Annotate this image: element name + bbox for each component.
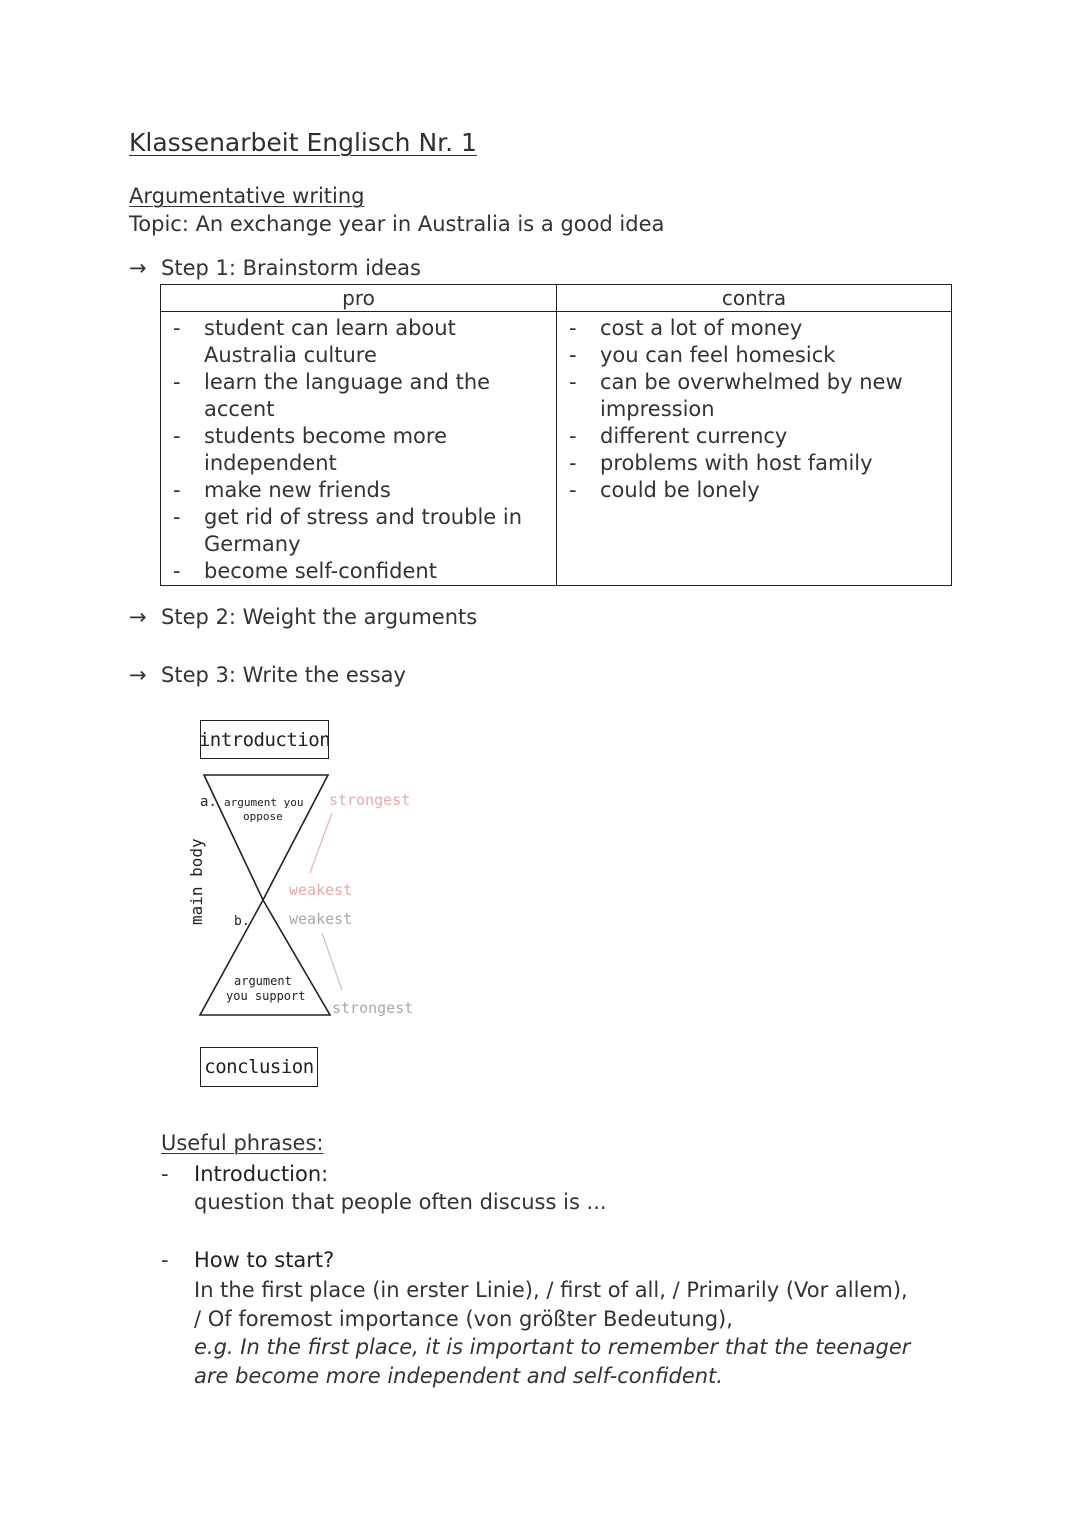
essay-hourglass-diagram bbox=[170, 765, 430, 1045]
contra-item: - you can feel homesick bbox=[557, 342, 951, 369]
step-2 bbox=[129, 605, 477, 629]
pro-item: - make new friends bbox=[161, 477, 556, 504]
step-1-label: Step 1: Brainstorm ideas bbox=[161, 256, 421, 280]
label-b: b. bbox=[234, 914, 250, 929]
contra-item: - different currency bbox=[557, 423, 951, 450]
pro-column bbox=[161, 312, 557, 586]
contra-item: - could be lonely bbox=[557, 477, 951, 504]
pro-item: - get rid of stress and trouble in Germany bbox=[161, 504, 556, 558]
pro-header: pro bbox=[161, 285, 557, 312]
conclusion-box: conclusion bbox=[200, 1047, 318, 1087]
contra-column bbox=[557, 312, 952, 586]
bullet-dash: - bbox=[161, 1162, 169, 1186]
pro-item: - become self-confident bbox=[161, 558, 556, 585]
contra-item: - cost a lot of money bbox=[557, 315, 951, 342]
main-body-label: main body bbox=[187, 838, 206, 925]
connector-line bbox=[310, 813, 332, 873]
introduction-box: introduction bbox=[200, 720, 329, 759]
pro-item: - learn the language and the accent bbox=[161, 369, 556, 423]
step-3 bbox=[129, 663, 406, 687]
section-subtitle: Argumentative writing bbox=[129, 184, 365, 208]
weakest-bottom-label: weakest bbox=[289, 910, 353, 928]
brainstorm-table bbox=[160, 284, 952, 586]
step-2-label: Step 2: Weight the arguments bbox=[161, 605, 478, 629]
top-argument-line2: oppose bbox=[243, 810, 283, 823]
how-to-start-heading: How to start? bbox=[194, 1248, 335, 1272]
contra-header: contra bbox=[557, 285, 952, 312]
topic-line: Topic: An exchange year in Australia is a good idea bbox=[129, 212, 665, 236]
arrow-right-icon: → bbox=[129, 256, 147, 280]
top-argument-line1: argument you bbox=[224, 796, 304, 809]
how-to-start-phrases: In the first place (in erster Linie), / first of all, / Primarily (Vor allem), / Of foremost importance (von größter Bedeutung), bbox=[194, 1278, 908, 1331]
bullet-dash: - bbox=[161, 1248, 169, 1272]
contra-item: - problems with host family bbox=[557, 450, 951, 477]
bottom-argument-line2: you support bbox=[226, 989, 306, 1003]
contra-item: - can be overwhelmed by new impression bbox=[557, 369, 951, 423]
strongest-top-label: strongest bbox=[329, 791, 411, 809]
step-1 bbox=[129, 256, 421, 280]
label-a: a. bbox=[200, 794, 217, 810]
introduction-phrase: question that people often discuss is ... bbox=[194, 1190, 607, 1214]
bottom-argument-line1: argument bbox=[234, 974, 292, 988]
strongest-bottom-label: strongest bbox=[332, 999, 414, 1017]
pro-item: - students become more independent bbox=[161, 423, 556, 477]
arrow-right-icon: → bbox=[129, 605, 147, 629]
how-to-start-example: e.g. In the first place, it is important to remember that the teenager are become more independent and self-confident. bbox=[194, 1335, 911, 1388]
weakest-top-label: weakest bbox=[289, 881, 353, 899]
useful-phrases-title: Useful phrases: bbox=[161, 1131, 324, 1155]
page-title: Klassenarbeit Englisch Nr. 1 bbox=[129, 128, 477, 157]
introduction-heading: Introduction: bbox=[194, 1162, 329, 1186]
arrow-right-icon: → bbox=[129, 663, 147, 687]
connector-line bbox=[322, 933, 342, 990]
pro-item: - student can learn about Australia culture bbox=[161, 315, 556, 369]
step-3-label: Step 3: Write the essay bbox=[161, 663, 406, 687]
